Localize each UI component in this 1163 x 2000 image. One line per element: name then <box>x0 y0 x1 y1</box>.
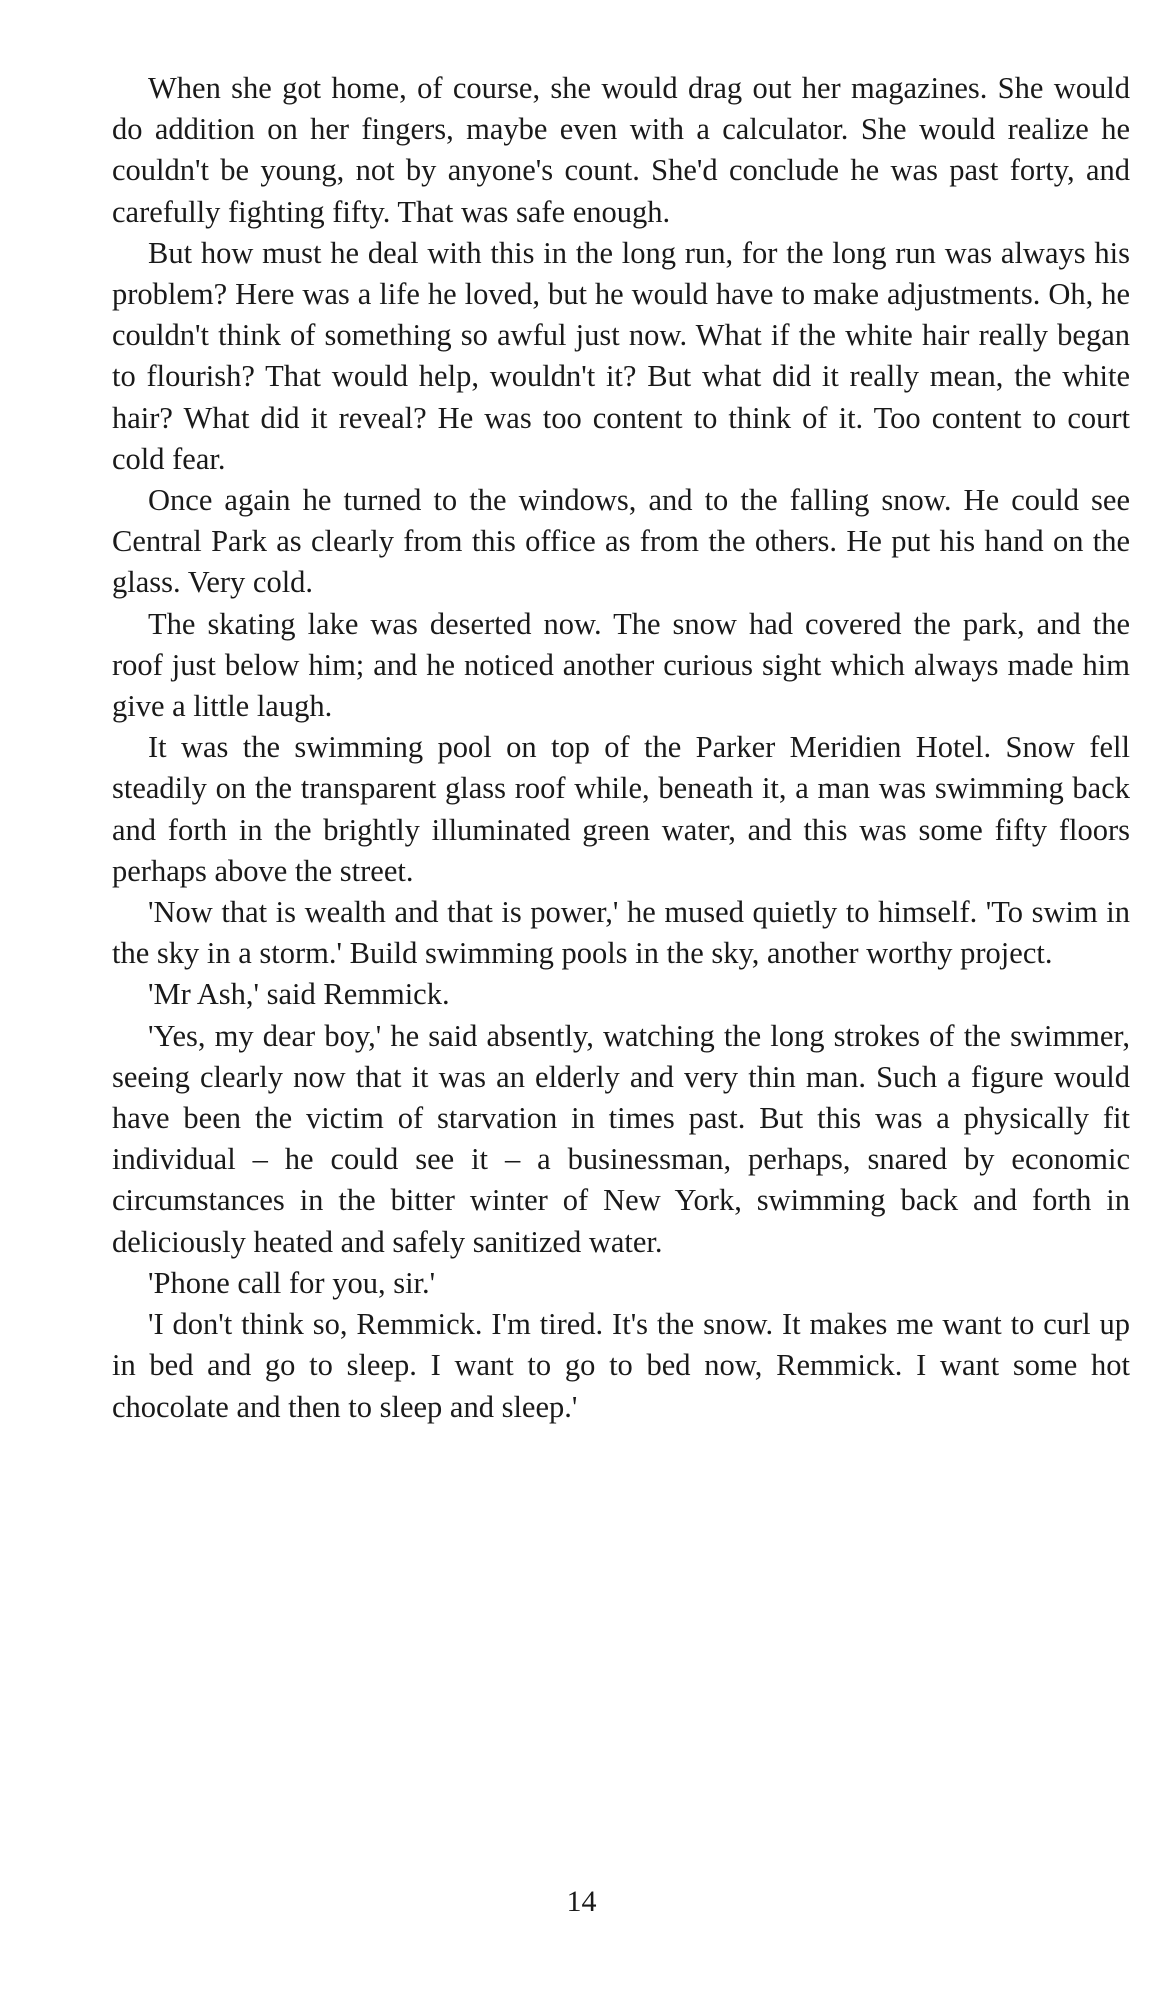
paragraph: 'Phone call for you, sir.' <box>148 1265 436 1300</box>
paragraph: 'Now that is wealth and that is power,' he mused quietly to himself. 'To swim in the sky in a storm.' Build swimming pools in the sky, another worthy project. <box>112 895 1130 971</box>
paragraph: The skating lake was deserted now. The snow had covered the park, and the roof just below him; and he noticed another curious sight which always made him give a little laugh. <box>112 606 1130 724</box>
page-body <box>112 68 1130 1428</box>
paragraph: It was the swimming pool on top of the Parker Meridien Hotel. Snow fell steadily on the transparent glass roof while, beneath it, a man was swimming back and forth in the brightly illuminated green water, and this was some fifty floors perhaps above the street. <box>112 730 1130 888</box>
paragraph: But how must he deal with this in the long run, for the long run was always his problem? Here was a life he loved, but he would have to make adjustments. Oh, he couldn't think of something so awful just now. What if the white hair really began to flourish? That would help, wouldn't it? But what did it really mean, the white hair? What did it reveal? He was too content to think of it. Too content to court cold fear. <box>112 235 1130 476</box>
paragraph: 'Yes, my dear boy,' he said absently, watching the long strokes of the swimmer, seeing clearly now that it was an elderly and very thin man. Such a figure would have been the victim of starvation in times past. But this was a physically fit individual – he could see it – a businessman, perhaps, snared by economic circumstances in the bitter winter of New York, swimming back and forth in deliciously heated and safely sanitized water. <box>112 1018 1130 1259</box>
paragraph: 'I don't think so, Remmick. I'm tired. It's the snow. It makes me want to curl up in bed and go to sleep. I want to go to bed now, Remmick. I want some hot chocolate and then to sleep and sleep.' <box>112 1307 1130 1424</box>
paragraph: When she got home, of course, she would drag out her magazines. She would do addition on her fingers, maybe even with a calculator. She would realize he couldn't be young, not by anyone's count. She'd conclude he was past forty, and carefully fighting fifty. That was safe enough. <box>112 71 1130 229</box>
paragraph: Once again he turned to the windows, and to the falling snow. He could see Central Park as clearly from this office as from the others. He put his hand on the glass. Very cold. <box>112 483 1130 600</box>
paragraph: 'Mr Ash,' said Remmick. <box>148 977 450 1012</box>
page-number: 14 <box>566 1885 597 1918</box>
